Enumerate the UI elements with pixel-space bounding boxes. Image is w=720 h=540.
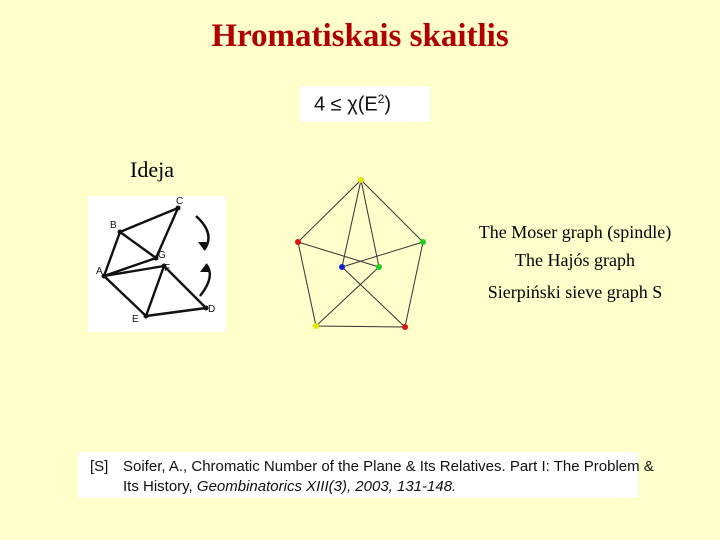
edge-f-e [146,266,164,316]
reference-tag: [S] [90,458,109,475]
edge-blue-red [342,267,405,327]
edge-yellow-green [361,180,379,267]
vertex-bottom-right-red [402,324,408,330]
edge-e-d [146,308,206,316]
reference-journal: Geombinatorics XIII(3), 2003, 131-148. [196,478,457,495]
edge-a-e [104,276,146,316]
colored-graph-figure [288,170,438,338]
vertex-inner-blue [339,264,345,270]
vertex-label-f: F [164,263,171,274]
vertex-label-e: E [132,314,139,325]
edge-a-f [104,266,164,276]
edge-yellow-blue [342,180,361,267]
labeled-graph-svg [88,196,226,332]
vertex-label-a: A [96,266,103,277]
vertex-right-green [420,239,426,245]
page-title: Hromatiskais skaitlis [211,18,509,54]
reference-line-2: Its History, Geombinatorics XIII(3), 2003, 131-148. [123,478,457,495]
vertex-bottom-left-yellow [313,323,319,329]
labeled-graph-figure [88,196,226,332]
edge-green-blue [342,242,423,267]
vertex-label-d: D [208,304,216,315]
vertex-left-red [295,239,301,245]
labeled-graph-vertices [102,206,209,319]
colored-graph-svg [288,170,438,338]
chromatic-inequality: $4 \le \chi(E^2)$ [314,92,392,116]
label-hajos-graph: The Hajós graph [515,250,635,270]
vertex-label-g: G [158,250,166,261]
edge-green-yellow [316,267,379,326]
colored-graph-edges [298,180,423,327]
edge-red-green [298,242,379,267]
vertex-label-b: B [110,220,117,231]
vertex-inner-green [376,264,382,270]
reference-box [78,452,654,498]
edge-f-d [164,266,206,308]
edge-a-b [104,232,120,276]
label-moser-graph: The Moser graph (spindle) [478,222,672,242]
labeled-graph-edges [104,208,210,316]
outer-pentagon [298,180,423,327]
vertex-label-c: C [176,196,184,207]
label-sierpinski-graph: Sierpiński sieve graph S [487,282,663,302]
edge-b-g [120,232,156,258]
reference-line-1: Soifer, A., Chromatic Number of the Plane & Its Relatives. Part I: The Problem & [123,458,654,475]
formula-box [300,86,430,122]
edge-a-g [104,258,156,276]
vertex-top-yellow [358,177,364,183]
section-label: Ideja [130,157,174,182]
